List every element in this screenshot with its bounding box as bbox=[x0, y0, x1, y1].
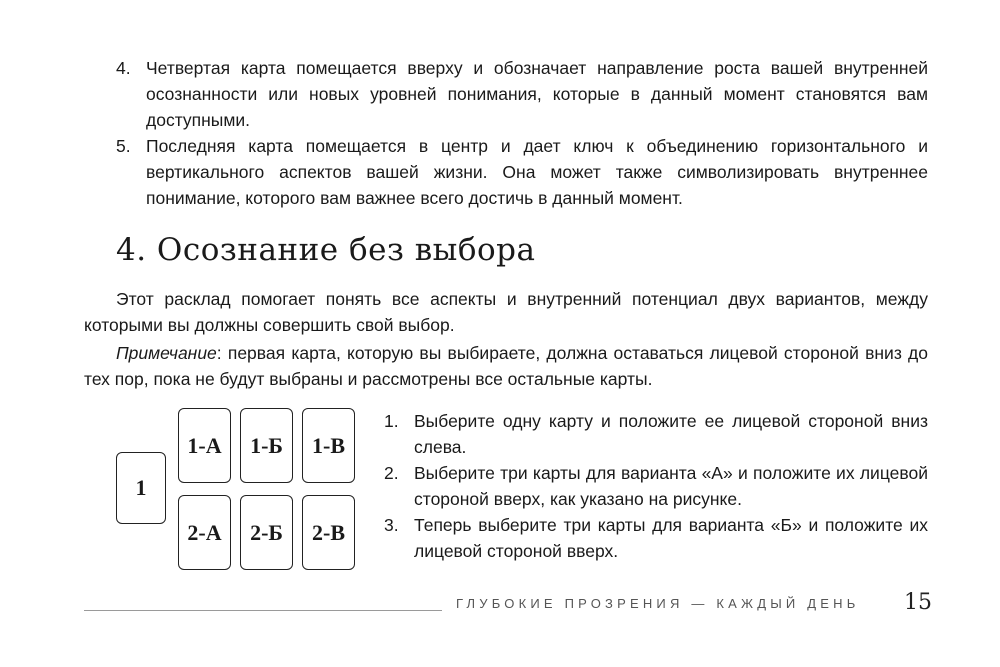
note-paragraph bbox=[84, 340, 928, 392]
card-1b: 1-Б bbox=[240, 408, 293, 483]
running-title: ГЛУБОКИЕ ПРОЗРЕНИЯ — КАЖДЫЙ ДЕНЬ bbox=[456, 596, 860, 611]
list-item bbox=[384, 408, 928, 460]
list-text: Последняя карта помещается в центр и дает ключ к объединению горизонтального и вертикального аспектов вашей жизни. Она может также символизировать внутреннее понимание, которого вам важнее всего достичь в данный момент. bbox=[146, 136, 928, 208]
section-body bbox=[84, 286, 928, 392]
note-label: Примечание bbox=[116, 343, 217, 363]
list-item bbox=[116, 133, 928, 211]
list-number: 1. bbox=[384, 411, 399, 431]
footer-rule bbox=[84, 610, 442, 611]
intro-paragraph: Этот расклад помогает понять все аспекты и внутренний потенциал двух вариантов, между которыми вы должны совершить свой выбор. bbox=[84, 289, 928, 335]
page-number: 15 bbox=[904, 590, 932, 615]
section-heading: 4. Осознание без выбора bbox=[116, 232, 536, 268]
card-single: 1 bbox=[116, 452, 166, 524]
list-item bbox=[384, 460, 928, 512]
list-number: 4. bbox=[116, 58, 131, 78]
list-text: Теперь выберите три карты для варианта «Б» и положите их лицевой стороной вверх. bbox=[414, 515, 928, 561]
list-number: 5. bbox=[116, 136, 131, 156]
card-2v: 2-В bbox=[302, 495, 355, 570]
card-1v: 1-В bbox=[302, 408, 355, 483]
list-number: 3. bbox=[384, 515, 399, 535]
list-item bbox=[116, 55, 928, 133]
page-footer bbox=[84, 592, 932, 622]
list-text: Выберите одну карту и положите ее лицевой стороной вниз слева. bbox=[414, 411, 928, 457]
numbered-list-top bbox=[116, 55, 928, 211]
card-spread-diagram bbox=[116, 404, 366, 576]
list-text: Четвертая карта помещается вверху и обозначает направление роста вашей внутренней осознанности или новых уровней понимания, которые в данный момент становятся вам доступными. bbox=[146, 58, 928, 130]
list-text: Выберите три карты для варианта «А» и положите их лицевой стороной вверх, как указано на рисунке. bbox=[414, 463, 928, 509]
numbered-list-steps bbox=[384, 408, 928, 564]
card-1a: 1-А bbox=[178, 408, 231, 483]
list-item bbox=[384, 512, 928, 564]
card-2b: 2-Б bbox=[240, 495, 293, 570]
note-text: : первая карта, которую вы выбираете, должна оставаться лицевой стороной вниз до тех пор, пока не будут выбраны и рассмотрены все остальные карты. bbox=[84, 343, 928, 389]
list-number: 2. bbox=[384, 463, 399, 483]
card-2a: 2-А bbox=[178, 495, 231, 570]
